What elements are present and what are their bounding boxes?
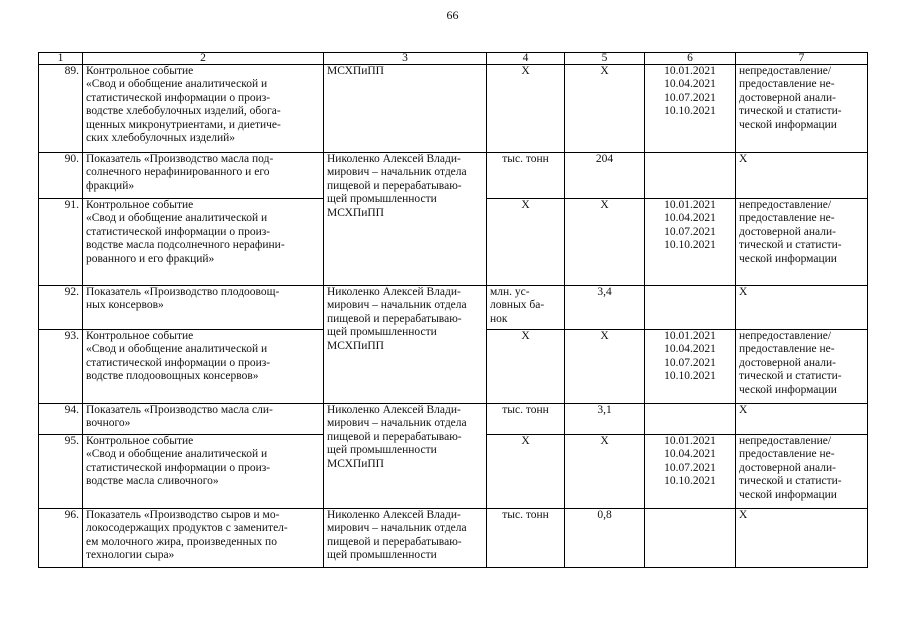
unit-cell: Х <box>487 199 565 286</box>
row-number: 96. <box>39 509 83 568</box>
responsible-line: щей промышленности <box>327 549 437 562</box>
note-cell <box>736 330 868 404</box>
responsible-line: МСХПиПП <box>327 457 384 470</box>
date-line: 10.10.2021 <box>664 105 716 118</box>
note-line: предоставление не- <box>739 212 835 225</box>
item-name-line: ных консервов» <box>86 299 164 312</box>
item-name-line: Контрольное событие <box>86 199 194 211</box>
unit-cell: тыс. тонн <box>487 404 565 435</box>
item-name-line: Показатель «Производство сыров и мо- <box>86 509 280 521</box>
item-name-line: статистической информации о произ- <box>86 91 271 104</box>
column-number-row <box>39 53 868 65</box>
row-number: 89. <box>39 65 83 153</box>
table-row <box>39 286 868 330</box>
note-line: достоверной анали- <box>739 356 836 369</box>
note-line: тической и статисти- <box>739 370 842 383</box>
value-cell: Х <box>565 330 645 404</box>
date-line: 10.07.2021 <box>664 356 716 369</box>
table-row <box>39 509 868 568</box>
item-name-line: Контрольное событие <box>86 330 194 342</box>
note-line: ческой информации <box>739 252 837 265</box>
responsible-cell <box>324 509 487 568</box>
responsible-line: МСХПиПП <box>327 65 384 77</box>
item-name-line: ских хлебобулочных изделий» <box>86 132 236 145</box>
column-number-2: 2 <box>83 53 324 65</box>
table-row <box>39 404 868 435</box>
date-line: 10.01.2021 <box>664 330 716 342</box>
responsible-cell <box>324 286 487 404</box>
note-line: непредоставление/ <box>739 330 832 342</box>
responsible-line: пищевой и перерабатываю- <box>327 430 462 443</box>
value-cell: 204 <box>565 153 645 199</box>
date-line: 10.01.2021 <box>664 65 716 77</box>
dates-cell <box>645 509 736 568</box>
note-line: непредоставление/ <box>739 65 832 77</box>
note-line: непредоставление/ <box>739 435 832 447</box>
item-name-line: водстве масла сливочного» <box>86 475 219 488</box>
item-name-cell <box>83 404 324 435</box>
item-name-line: статистической информации о произ- <box>86 356 271 369</box>
item-name-line: вочного» <box>86 417 131 430</box>
date-line: 10.04.2021 <box>664 212 716 225</box>
date-line: 10.07.2021 <box>664 91 716 104</box>
note-line: достоверной анали- <box>739 461 836 474</box>
note-line: ческой информации <box>739 383 837 396</box>
unit-cell <box>487 286 565 330</box>
responsible-line: пищевой и перерабатываю- <box>327 312 462 325</box>
unit-cell: Х <box>487 330 565 404</box>
note-cell: Х <box>736 404 868 435</box>
value-cell: 0,8 <box>565 509 645 568</box>
responsible-line: мирович – начальник отдела <box>327 166 467 179</box>
responsible-cell <box>324 404 487 509</box>
item-name-line: водстве масла подсолнечного нерафини- <box>86 239 285 252</box>
responsible-line: пищевой и перерабатываю- <box>327 535 462 548</box>
dates-cell <box>645 153 736 199</box>
item-name-line: технологии сыра» <box>86 549 175 562</box>
item-name-line: Контрольное событие <box>86 65 194 77</box>
row-number: 94. <box>39 404 83 435</box>
note-cell <box>736 199 868 286</box>
value-cell: Х <box>565 65 645 153</box>
note-line: тической и статисти- <box>739 475 842 488</box>
page-number: 66 <box>446 8 459 22</box>
date-line: 10.04.2021 <box>664 78 716 91</box>
item-name-line: солнечного нерафинированного и его <box>86 166 270 179</box>
row-number: 92. <box>39 286 83 330</box>
item-name-line: рованного и его фракций» <box>86 252 215 265</box>
column-number-7: 7 <box>736 53 868 65</box>
unit-line: млн. ус- <box>490 286 530 298</box>
responsible-line: Николенко Алексей Влади- <box>327 286 461 298</box>
date-line: 10.04.2021 <box>664 343 716 356</box>
date-line: 10.07.2021 <box>664 225 716 238</box>
date-line: 10.01.2021 <box>664 199 716 211</box>
item-name-line: «Свод и обобщение аналитической и <box>86 343 268 356</box>
item-name-line: «Свод и обобщение аналитической и <box>86 78 268 91</box>
item-name-cell <box>83 435 324 509</box>
date-line: 10.01.2021 <box>664 435 716 447</box>
responsible-line: щей промышленности <box>327 444 437 457</box>
date-line: 10.07.2021 <box>664 461 716 474</box>
item-name-line: Контрольное событие <box>86 435 194 447</box>
date-line: 10.10.2021 <box>664 239 716 252</box>
note-cell: Х <box>736 286 868 330</box>
value-cell: 3,1 <box>565 404 645 435</box>
item-name-line: ем молочного жира, произведенных по <box>86 535 277 548</box>
note-line: достоверной анали- <box>739 225 836 238</box>
responsible-line: щей промышленности <box>327 326 437 339</box>
responsible-cell <box>324 153 487 286</box>
dates-cell <box>645 286 736 330</box>
note-line: тической и статисти- <box>739 105 842 118</box>
item-name-cell <box>83 286 324 330</box>
unit-cell: Х <box>487 65 565 153</box>
unit-cell: тыс. тонн <box>487 509 565 568</box>
unit-cell: тыс. тонн <box>487 153 565 199</box>
unit-line: ловных ба- <box>490 299 545 312</box>
item-name-line: водстве хлебобулочных изделий, обога- <box>86 105 281 118</box>
dates-cell <box>645 65 736 153</box>
item-name-line: щенных микронутриентами, и диетиче- <box>86 118 281 131</box>
responsible-line: МСХПиПП <box>327 206 384 219</box>
responsible-line: мирович – начальник отдела <box>327 522 467 535</box>
dates-cell <box>645 330 736 404</box>
value-cell: Х <box>565 199 645 286</box>
date-line: 10.04.2021 <box>664 448 716 461</box>
item-name-line: фракций» <box>86 179 135 192</box>
row-number: 95. <box>39 435 83 509</box>
item-name-line: локосодержащих продуктов с заменител- <box>86 522 288 535</box>
note-cell: Х <box>736 153 868 199</box>
responsible-line: мирович – начальник отдела <box>327 417 467 430</box>
item-name-line: Показатель «Производство масла сли- <box>86 404 273 416</box>
note-line: предоставление не- <box>739 343 835 356</box>
column-number-6: 6 <box>645 53 736 65</box>
date-line: 10.10.2021 <box>664 370 716 383</box>
responsible-line: Николенко Алексей Влади- <box>327 404 461 416</box>
row-number: 93. <box>39 330 83 404</box>
note-line: предоставление не- <box>739 78 835 91</box>
table-row <box>39 65 868 153</box>
unit-cell: Х <box>487 435 565 509</box>
item-name-line: Показатель «Производство плодоовощ- <box>86 286 280 298</box>
item-name-line: водстве плодоовощных консервов» <box>86 370 259 383</box>
item-name-line: Показатель «Производство масла под- <box>86 153 274 165</box>
responsible-line: мирович – начальник отдела <box>327 299 467 312</box>
responsible-line: МСХПиПП <box>327 339 384 352</box>
note-line: достоверной анали- <box>739 91 836 104</box>
item-name-cell <box>83 153 324 199</box>
item-name-cell <box>83 199 324 286</box>
note-line: предоставление не- <box>739 448 835 461</box>
unit-line: нок <box>490 312 508 325</box>
responsible-cell <box>324 65 487 153</box>
item-name-line: «Свод и обобщение аналитической и <box>86 448 268 461</box>
note-cell: Х <box>736 509 868 568</box>
note-line: непредоставление/ <box>739 199 832 211</box>
note-cell <box>736 65 868 153</box>
note-line: тической и статисти- <box>739 239 842 252</box>
note-line: ческой информации <box>739 488 837 501</box>
note-cell <box>736 435 868 509</box>
row-number: 91. <box>39 199 83 286</box>
column-number-1: 1 <box>39 53 83 65</box>
row-number: 90. <box>39 153 83 199</box>
column-number-4: 4 <box>487 53 565 65</box>
item-name-line: статистической информации о произ- <box>86 225 271 238</box>
column-number-3: 3 <box>324 53 487 65</box>
item-name-line: статистической информации о произ- <box>86 461 271 474</box>
dates-cell <box>645 199 736 286</box>
responsible-line: пищевой и перерабатываю- <box>327 179 462 192</box>
plan-table <box>38 52 868 568</box>
dates-cell <box>645 435 736 509</box>
item-name-cell <box>83 509 324 568</box>
responsible-line: щей промышленности <box>327 193 437 206</box>
item-name-cell <box>83 330 324 404</box>
responsible-line: Николенко Алексей Влади- <box>327 509 461 521</box>
dates-cell <box>645 404 736 435</box>
value-cell: 3,4 <box>565 286 645 330</box>
column-number-5: 5 <box>565 53 645 65</box>
item-name-cell <box>83 65 324 153</box>
responsible-line: Николенко Алексей Влади- <box>327 153 461 165</box>
value-cell: Х <box>565 435 645 509</box>
item-name-line: «Свод и обобщение аналитической и <box>86 212 268 225</box>
date-line: 10.10.2021 <box>664 475 716 488</box>
note-line: ческой информации <box>739 118 837 131</box>
table-row <box>39 153 868 199</box>
